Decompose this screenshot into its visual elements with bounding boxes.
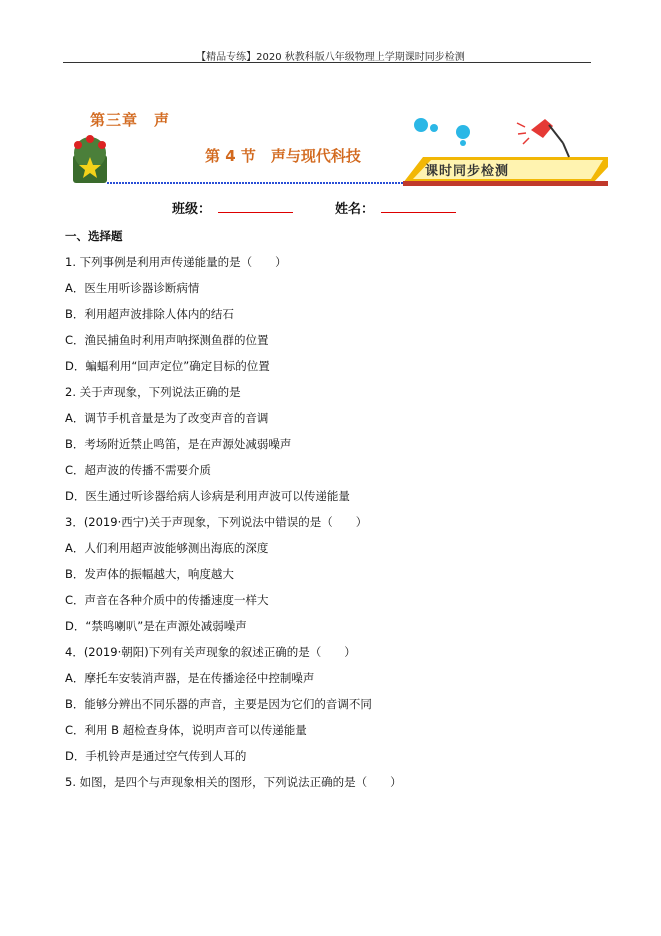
- class-name-row: [0, 198, 661, 216]
- option-line: D．蝙蝠利用“回声定位”确定目标的位置: [65, 359, 270, 373]
- option-line: A．人们利用超声波能够测出海底的深度: [65, 541, 269, 555]
- option-line: B．考场附近禁止鸣笛，是在声源处减弱噪声: [65, 437, 292, 451]
- page-header: 【精品专练】2020 秋教科版八年级物理上学期课时同步检测: [196, 52, 465, 63]
- option-line: C．利用 B 超检查身体，说明声音可以传递能量: [65, 723, 307, 737]
- star-badge-icon: [73, 135, 107, 183]
- option-line: D．医生通过听诊器给病人诊病是利用声波可以传递能量: [65, 489, 350, 503]
- lamp-icon: [517, 119, 569, 157]
- class-label: 班级：: [172, 202, 212, 217]
- option-line: C．超声波的传播不需要介质: [65, 463, 212, 477]
- option-line: C．渔民捕鱼时利用声呐探测鱼群的位置: [65, 333, 269, 347]
- bubble-icon: [430, 124, 438, 132]
- option-line: D．“禁鸣喇叭”是在声源处减弱噪声: [65, 619, 247, 633]
- section-title: 第 4 节 声与现代科技: [205, 147, 361, 165]
- option-line: B．能够分辨出不同乐器的声音，主要是因为它们的音调不同: [65, 697, 372, 711]
- bubble-icon: [460, 140, 466, 146]
- option-line: B．利用超声波排除人体内的结石: [65, 307, 234, 321]
- name-label: 姓名：: [335, 202, 375, 217]
- question-line: 5. 如图，是四个与声现象相关的图形，下列说法正确的是（ ）: [65, 775, 402, 789]
- question-line: 1. 下列事例是利用声传递能量的是（ ）: [65, 255, 287, 269]
- class-blank: [218, 212, 293, 213]
- name-blank: [381, 212, 456, 213]
- bubble-icon: [414, 118, 428, 132]
- bubble-icon: [456, 125, 470, 139]
- section-heading: 一、选择题: [65, 229, 123, 243]
- option-line: A．摩托车安装消声器，是在传播途径中控制噪声: [65, 671, 315, 685]
- chapter-title: 第三章 声: [90, 111, 171, 129]
- option-line: A．医生用听诊器诊断病情: [65, 281, 200, 295]
- option-line: D．手机铃声是通过空气传到人耳的: [65, 749, 247, 763]
- option-line: B．发声体的振幅越大，响度越大: [65, 567, 234, 581]
- badge-label: 课时同步检测: [425, 164, 510, 179]
- header-rule: [63, 62, 591, 63]
- question-content: [65, 228, 605, 800]
- question-line: 4．(2019·朝阳)下列有关声现象的叙述正确的是（ ）: [65, 645, 356, 659]
- question-line: 3．(2019·西宁)关于声现象，下列说法中错误的是（ ）: [65, 515, 368, 529]
- option-line: A．调节手机音量是为了改变声音的音调: [65, 411, 269, 425]
- option-line: C．声音在各种介质中的传播速度一样大: [65, 593, 269, 607]
- question-line: 2. 关于声现象，下列说法正确的是: [65, 385, 241, 399]
